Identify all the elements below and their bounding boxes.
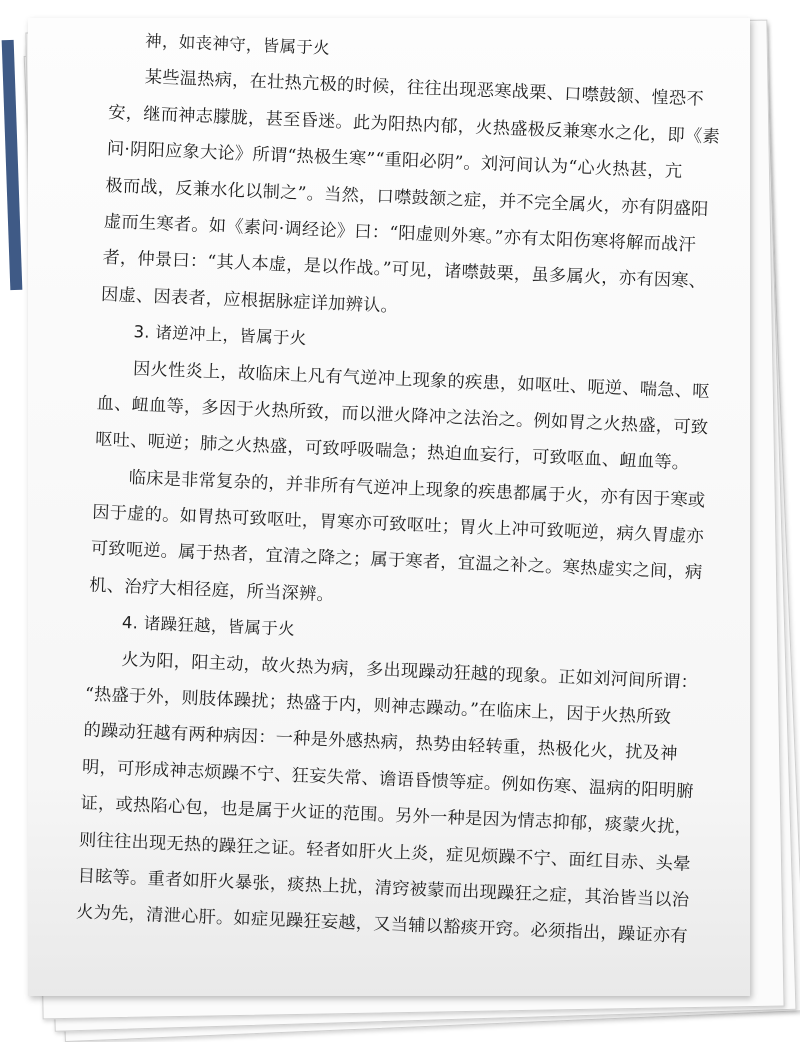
section-heading: 神，如丧神守，皆属于火	[144, 31, 331, 58]
text-line: 安，继而神志朦胧，甚至昏迷。此为阳热内郁，火热盛极反兼寒水之化，即《素	[107, 102, 721, 148]
text-line: 火为先，清泄心肝。如症见躁狂妄越，又当辅以豁痰开窍。必须指出，躁证亦有	[75, 902, 689, 948]
text-line: 可致呃逆。属于热者，宜清之降之；属于寒者，宜温之补之。寒热虚实之间，病	[90, 539, 703, 584]
text-line: 因虚、因表者，应根据脉症详加辨认。	[100, 284, 399, 317]
text-line: 虚而生寒者。如《素问·调经论》曰：“阳虚则外寒。”亦有太阳伤寒将解而战汗	[103, 211, 697, 256]
section-heading: 3. 诸逆冲上，皆属于火	[133, 322, 307, 349]
book-page	[28, 18, 750, 996]
text-line: 的躁动狂越有两种病因：一种是外感热病，热势由轻转重，热极化火，扰及神	[83, 720, 679, 765]
text-line: 者，仲景曰：“其人本虚，是以作战。”可见，诸噤鼓栗，虽多属火，亦有因寒、	[102, 248, 707, 293]
text-line: 问·阴阳应象大论》所谓“热极生寒”“重阳必阴”。刘河间认为“心火热甚，亢	[106, 139, 683, 183]
page-body-text	[75, 22, 729, 956]
text-line: “热盛于外，则肢体躁扰；热盛于内，则神志躁动。”在临床上，因于火热所致	[84, 684, 672, 729]
text-line: 目眩等。重者如肝火暴张，痰热上扰，清窍被蒙而出现躁狂之症，其治皆当以治	[77, 866, 690, 911]
section-heading: 4. 诸躁狂越，皆属于火	[121, 613, 296, 640]
book-cover-edge	[2, 40, 23, 290]
text-line: 则往往出现无热的躁狂之证。轻者如肝火上炎，症见烦躁不宁、面红目赤、头晕	[78, 829, 692, 875]
text-line: 证，或热陷心包，也是属于火证的范围。另外一种是因为情志抑郁，痰蒙火扰，	[80, 793, 693, 839]
text-line: 机、治疗大相径庭，所当深辨。	[88, 575, 335, 606]
text-line: 呕吐、呃逆；肺之火热盛，可致呼吸喘急；热迫血妄行，可致呕血、衄血等。	[94, 429, 690, 474]
text-line: 因火性炎上，故临床上凡有气逆冲上现象的疾患，如呕吐、呃逆、喘急、呕	[132, 358, 711, 402]
text-line: 某些温热病，在壮热亢极的时候，往往出现恶寒战栗、口噤鼓颔、惶恐不	[144, 67, 705, 111]
text-line: 临床是非常复杂的，并非所有气逆冲上现象的疾患都属于火，亦有因于寒或	[128, 467, 706, 511]
text-line: 明，可形成神志烦躁不宁、狂妄失常、谵语昏愦等症。例如伤寒、温病的阳明腑	[81, 757, 695, 802]
text-line: 血、衄血等，多因于火热所致，而以泄火降冲之法治之。例如胃之火热盛，可致	[96, 393, 709, 439]
text-line: 火为阳，阳主动，故火热为病，多出现躁动狂越的现象。正如刘河间所谓：	[121, 649, 699, 693]
text-line: 极而战，反兼水化以制之”。当然，口噤鼓颔之症，并不完全属火，亦有阴盛阳	[105, 175, 710, 220]
text-line: 因于虚的。如胃热可致呕吐，胃寒亦可致呕吐；胃火上冲可致呃逆，病久胃虚亦	[91, 502, 705, 548]
